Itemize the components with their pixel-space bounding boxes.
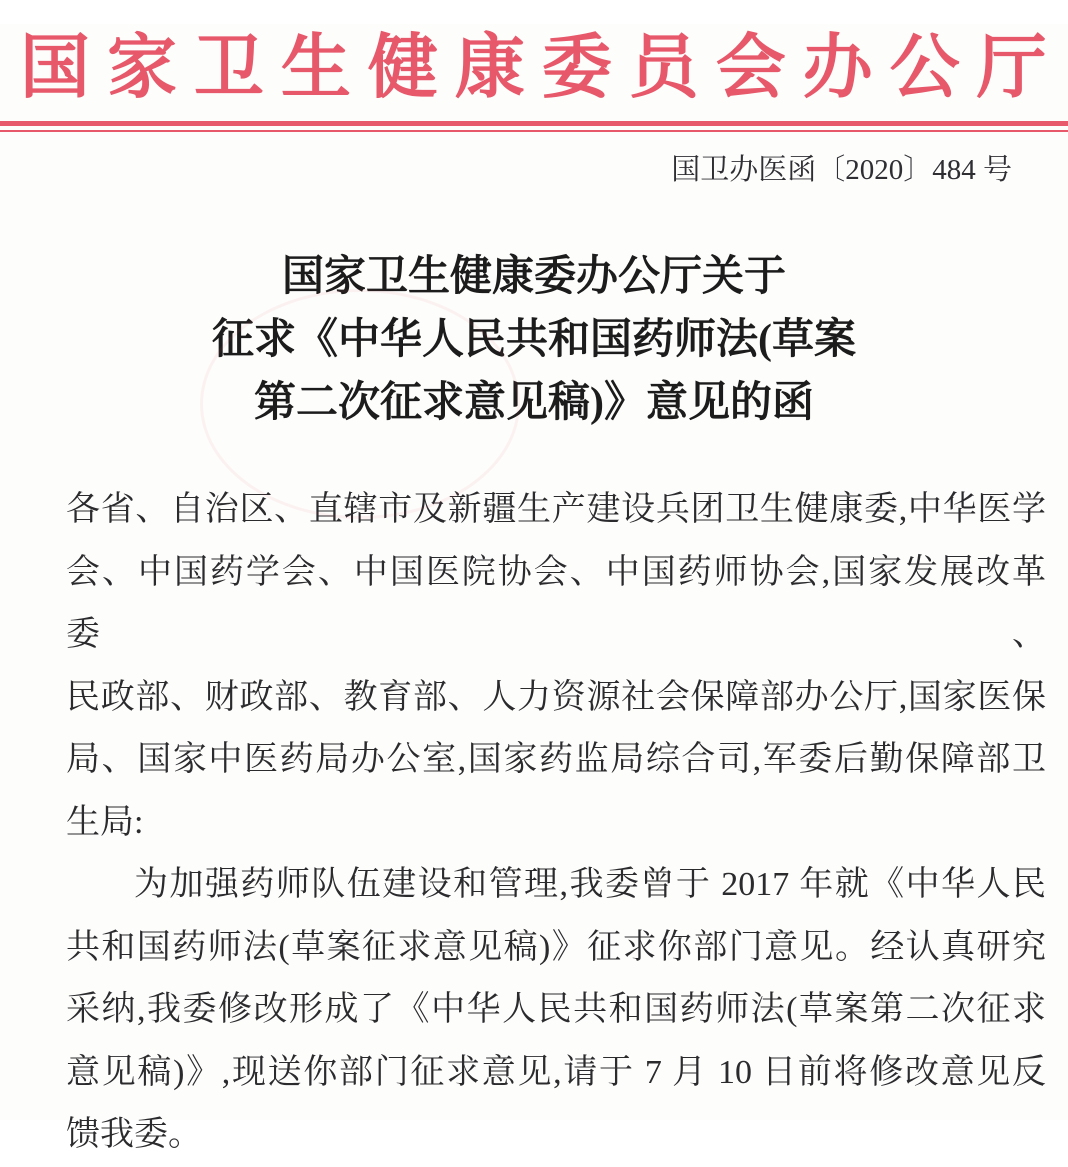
document-title — [0, 246, 1068, 435]
body-line: 生局: — [66, 803, 144, 841]
letter-body — [66, 479, 1046, 1167]
letterhead-title: 国家卫生健康委员会办公厅 — [20, 30, 1048, 107]
doc-reference-number: 国卫办医函〔2020〕484 号 — [671, 154, 1012, 186]
body-line: 采纳,我委修改形成了《中华人民共和国药师法(草案第二次征求 — [66, 991, 1046, 1028]
body-line: 意见稿)》,现送你部门征求意见,请于 7 月 10 日前将修改意见反 — [66, 1053, 1046, 1091]
red-divider-thin — [0, 130, 1068, 132]
body-line: 馈我委。 — [66, 1116, 202, 1153]
red-divider-thick — [0, 121, 1068, 126]
body-line: 会、中国药学会、中国医院协会、中国药师协会,国家发展改革委、 — [66, 553, 1046, 653]
document-page — [0, 24, 1068, 1153]
body-line: 共和国药师法(草案征求意见稿)》征求你部门意见。经认真研究 — [66, 928, 1046, 966]
body-line: 局、国家中医药局办公室,国家药监局综合司,军委后勤保障部卫 — [66, 741, 1046, 778]
body-line: 为加强药师队伍建设和管理,我委曾于 2017 年就《中华人民 — [134, 866, 1046, 903]
document-title-line: 国家卫生健康委办公厅关于 — [281, 254, 786, 300]
document-title-line: 第二次征求意见稿)》意见的函 — [254, 380, 814, 426]
body-line: 民政部、财政部、教育部、人力资源社会保障部办公厅,国家医保 — [66, 678, 1046, 716]
body-line: 各省、自治区、直辖市及新疆生产建设兵团卫生健康委,中华医学 — [66, 491, 1046, 528]
document-title-line: 征求《中华人民共和国药师法(草案 — [212, 317, 856, 363]
